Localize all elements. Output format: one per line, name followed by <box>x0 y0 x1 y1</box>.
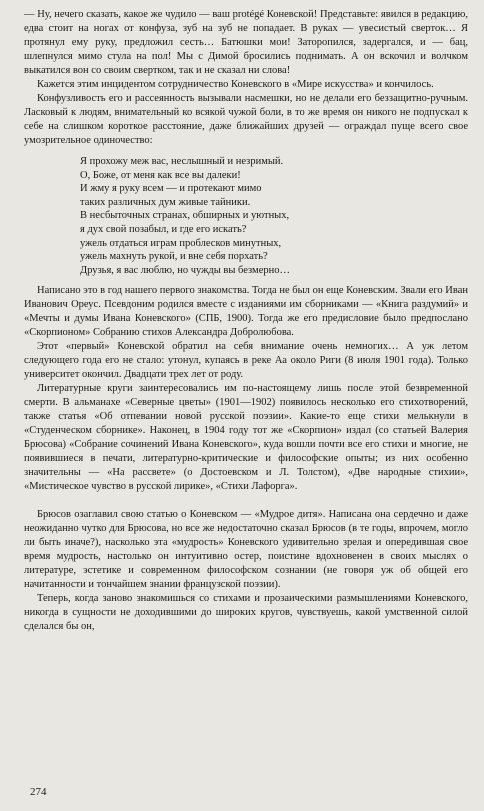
paragraph: Теперь, когда заново знакомишься со стихами и прозаическими размышлениями Коневского, никогда в сущности не доходившими до широких кругов, чувствуешь, какой умственной силой сделался бы он, <box>24 593 468 633</box>
poem-quote <box>80 155 468 277</box>
poem-line: В несбыточных странах, обширных и уютных, <box>80 210 290 222</box>
paragraph: Этот «первый» Коневской обратил на себя внимание очень немногих… А уж летом следующего года его не стало: утонул, купаясь в реке Аа около Риги (8 июля 1901 года). Только университет окончил. Двадцати трех лет от роду. <box>24 341 468 381</box>
paragraph: — Ну, нечего сказать, какое же чудило — ваш protégé Коневской! Представьте: явился в редакцию, едва стоит на ногах от конфуза, зуб на зуб не попадает. В руках — увесистый сверток… Я протянул ему руку, предложил сесть… Батюшки мои! Заторопился, задергался, и — бац, шлепнулся мимо стула на пол! Мы с Димой бросились поднимать. А он вскочил и волчком выкатился вон со своим свертком, так и не сказал ни слова! <box>24 9 468 76</box>
page-number: 274 <box>30 786 47 798</box>
paragraph: Брюсов озаглавил свою статью о Коневском — «Мудрое дитя». Написана она сердечно и даже неожиданно чутко для Брюсова, но все же недостаточно сказал Брюсов (в те годы, впрочем, могло ли быть иначе?), насколько эта «мудрость» Коневского удивительно зрелая и опередившая свое время мудрость, настолько он интуитивно остер, поистине вдохновенен в своих мыслях о литературе, эстетике и современном философском сознании (не говоря уж об общей его начитанности и тончайшем знании французской поэзии). <box>24 509 468 591</box>
section-break <box>24 494 468 508</box>
poem-line: Я прохожу меж вас, неслышный и незримый. <box>80 156 284 167</box>
paragraph: Кажется этим инцидентом сотрудничество Коневского в «Мире искусства» и кончилось. <box>37 79 434 90</box>
poem-line: И жму я руку всем — и протекают мимо <box>80 183 262 195</box>
paragraph: Конфузливость его и рассеянность вызывали насмешки, но не делали его беззащитно-ручным. Ласковый к людям, внимательный ко всякой чужой боли, в то же время он никого не подпускал к себе на слишком короткое расстояние, даже ближайших друзей — ограждал пуще всего свое умозрительное одиночество: <box>24 93 468 146</box>
poem-line: ужель махнуть рукой, и вне себя порхать? <box>80 251 268 263</box>
poem-line: ужель отдаться играм проблесков минутных, <box>80 237 282 249</box>
paragraph: Написано это в год нашего первого знакомства. Тогда не был он еще Коневским. Звали его Иван Иванович Ореус. Псевдоним родился вместе с изданиями им сборниками — «Книга раздумий» и «Мечты и думы Ивана Коневского» (СПБ, 1900). Тогда же его предисловие было предпослано «Скорпионом» Собранию стихов Александра Добролюбова. <box>24 285 468 339</box>
poem-line: О, Боже, от меня как все вы далеки! <box>80 169 241 181</box>
paragraph: Литературные круги заинтересовались им по-настоящему лишь после этой безвременной смерти. В альманахе «Северные цветы» (1901—1902) появилось несколько его стихотворений, также статья «Об отпевании новой русской поэзии». Какие-то еще стихи мелькнули в «Студенческом сборнике». Наконец, в 1904 году тот же «Скорпион» издал (со статьей Валерия Брюсова) «Собрание сочинений Ивана Коневского», куда вошли почти все его стихи и многие, не появившиеся в печати, литературно-критические и философские опыты; из них особенно значительны — «На рассвете» (о Достоевском и Л. Толстом), «Две народные стихии», «Мистическое чувство в русской лирике», «Стихи Лафорга». <box>24 383 468 493</box>
poem-line: Друзья, я вас люблю, но чужды вы безмерно… <box>80 264 290 276</box>
poem-line: я дух свой позабыл, и где его искать? <box>80 223 247 235</box>
poem-line: таких различных дум живые тайники. <box>80 196 251 208</box>
